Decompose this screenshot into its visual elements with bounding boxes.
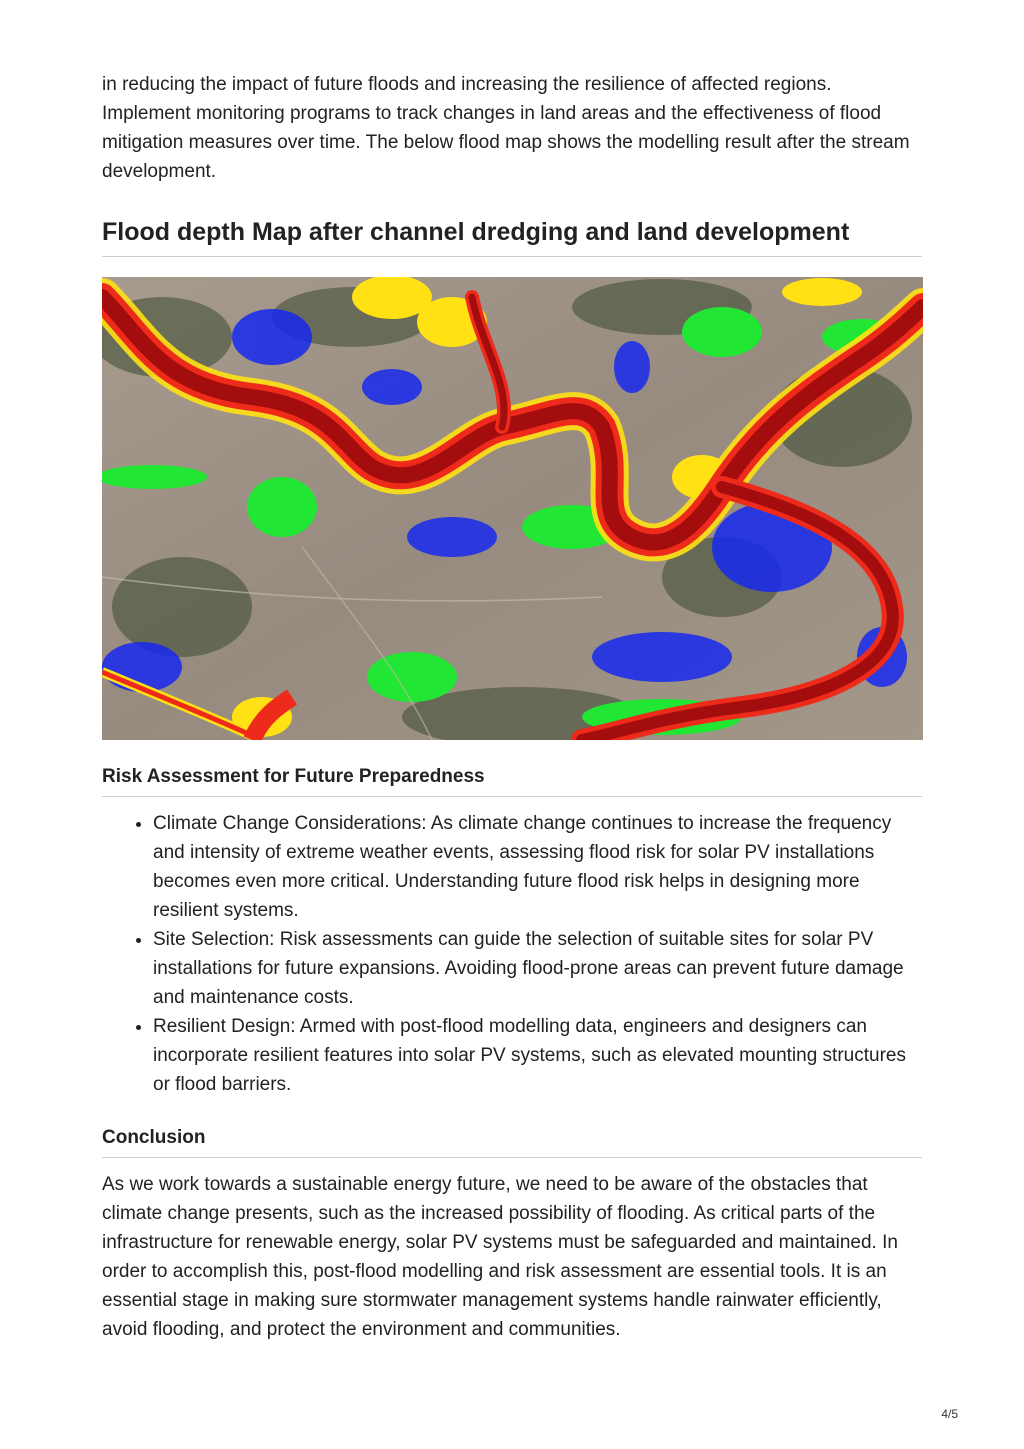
list-item <box>153 809 922 925</box>
flood-depth-map-image <box>102 277 923 740</box>
list-item-text: • Site Selection: Risk assessments can guide the selection of suitable sites for solar PV installations for future expansions. Avoiding flood-prone areas can prevent future damage and maintenance costs. <box>153 929 904 1008</box>
list-item-text: • Climate Change Considerations: As climate change continues to increase the frequency and intensity of extreme weather events, assessing flood risk for solar PV installations becomes even more critical. Understanding future flood risk helps in designing more resilient systems. <box>153 813 892 921</box>
list-item-text: • Resilient Design: Armed with post-flood modelling data, engineers and designers can incorporate resilient features into solar PV systems, such as elevated mounting structures or flood barriers. <box>153 1016 906 1095</box>
document-page <box>102 70 922 1344</box>
flood-map-heading: Flood depth Map after channel dredging and land development <box>102 216 922 257</box>
flood-depth-map <box>102 277 923 740</box>
risk-assessment-heading: Risk Assessment for Future Preparedness <box>102 764 922 797</box>
list-item <box>153 925 922 1012</box>
conclusion-heading: Conclusion <box>102 1125 922 1158</box>
intro-paragraph: in reducing the impact of future floods and increasing the resilience of affected regions. Implement monitoring programs to track changes in land areas and the effectiveness of flood mitigation measures over time. The below flood map shows the modelling result after the stream development. <box>102 74 910 182</box>
page-number: 4/5 <box>941 1407 958 1421</box>
conclusion-paragraph: As we work towards a sustainable energy future, we need to be aware of the obstacles that climate change presents, such as the increased possibility of flooding. As critical parts of the infrastructure for renewable energy, solar PV systems must be safeguarded and maintained. In order to accomplish this, post-flood modelling and risk assessment are essential tools. It is an essential stage in making sure stormwater management systems handle rainwater efficiently, avoid flooding, and protect the environment and communities. <box>102 1174 898 1340</box>
risk-list <box>102 809 922 1099</box>
list-item <box>153 1012 922 1099</box>
